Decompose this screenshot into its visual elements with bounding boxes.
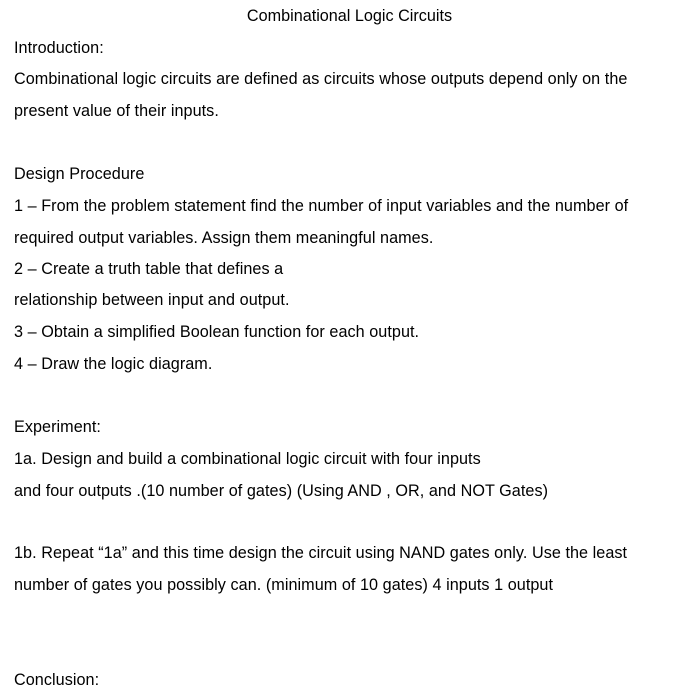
introduction-text-line-1: Combinational logic circuits are defined as circuits whose outputs depend only on the xyxy=(14,70,628,88)
design-step-1-line-1: 1 – From the problem statement find the number of input variables and the number of xyxy=(14,197,629,215)
design-step-3: 3 – Obtain a simplified Boolean function for each output. xyxy=(14,323,420,341)
design-step-2-line-1: 2 – Create a truth table that defines a xyxy=(14,260,284,278)
experiment-1b-line-1: 1b. Repeat “1a” and this time design the circuit using NAND gates only. Use the least xyxy=(14,544,628,562)
introduction-text-line-2: present value of their inputs. xyxy=(14,102,219,120)
design-step-1-line-2: required output variables. Assign them meaningful names. xyxy=(14,229,434,247)
design-procedure-heading: Design Procedure xyxy=(14,165,145,183)
conclusion-heading: Conclusion: xyxy=(14,671,100,689)
design-step-2-line-2: relationship between input and output. xyxy=(14,291,290,309)
experiment-1a-line-1: 1a. Design and build a combinational logic circuit with four inputs xyxy=(14,450,481,468)
experiment-1b-line-2: number of gates you possibly can. (minimum of 10 gates) 4 inputs 1 output xyxy=(14,576,554,594)
experiment-1a-line-2: and four outputs .(10 number of gates) (Using AND , OR, and NOT Gates) xyxy=(14,482,549,500)
experiment-heading: Experiment: xyxy=(14,418,101,436)
design-step-4: 4 – Draw the logic diagram. xyxy=(14,355,213,373)
document-title: Combinational Logic Circuits xyxy=(246,7,453,25)
introduction-heading: Introduction: xyxy=(14,39,104,57)
